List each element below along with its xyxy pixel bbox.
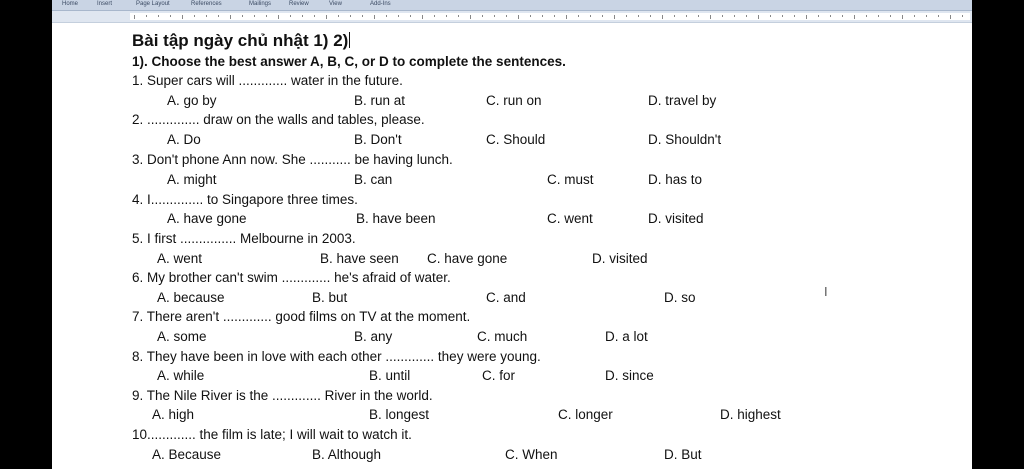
ruler-tick — [542, 15, 543, 17]
ruler-tick — [266, 15, 267, 17]
ruler-tick — [602, 15, 603, 17]
q8-option-c: C. for — [482, 368, 516, 383]
q6-option-c: C. and — [486, 290, 526, 305]
ruler-tick — [206, 15, 207, 17]
ruler-tick — [158, 15, 159, 17]
ruler-tick — [770, 15, 771, 17]
tab-insert[interactable]: Insert — [97, 1, 113, 7]
ruler-tick — [290, 15, 291, 17]
ruler-tick — [674, 15, 675, 17]
q6-option-a: A. because — [157, 290, 225, 305]
ruler-tick — [830, 15, 831, 17]
ruler-tick — [554, 15, 555, 17]
ruler-tick — [494, 15, 495, 17]
ruler-tick — [938, 15, 939, 17]
question-5: 5. I first ............... Melbourne in 2003. — [132, 231, 356, 246]
ruler-tick — [254, 15, 255, 17]
ruler-tick — [506, 15, 507, 17]
q9-option-c: C. longer — [558, 407, 613, 422]
ruler-tick — [710, 15, 711, 19]
ruler-tick — [566, 15, 567, 19]
ruler-tick — [614, 15, 615, 19]
ruler-tick — [350, 15, 351, 17]
question-4: 4. I.............. to Singapore three times. — [132, 192, 358, 207]
q5-option-a: A. went — [157, 251, 203, 266]
ruler-tick — [890, 15, 891, 17]
q10-option-a: A. Because — [152, 447, 222, 462]
ruler-tick — [854, 15, 855, 19]
q4-option-c: C. went — [547, 211, 593, 226]
q9-option-b: B. longest — [369, 407, 430, 422]
q10-option-c: C. When — [505, 447, 558, 462]
ruler-tick — [146, 15, 147, 17]
q1-option-d: D. travel by — [648, 93, 717, 108]
ruler-tick — [734, 15, 735, 17]
ruler-tick — [422, 15, 423, 19]
q2-option-c: C. Should — [486, 132, 546, 147]
tab-references[interactable]: References — [191, 1, 222, 7]
ruler-tick — [962, 15, 963, 17]
q3-option-d: D. has to — [648, 172, 703, 187]
ruler-tick — [914, 15, 915, 17]
ruler-tick — [758, 15, 759, 19]
ruler-tick — [326, 15, 327, 19]
ruler-tick — [746, 15, 747, 17]
q4-option-d: D. visited — [648, 211, 704, 226]
ruler-tick — [578, 15, 579, 17]
ruler-tick — [410, 15, 411, 17]
ruler-tick — [722, 15, 723, 17]
question-7: 7. There aren't ............. good films on TV at the moment. — [132, 309, 471, 324]
tab-view[interactable]: View — [329, 1, 342, 7]
q5-option-c: C. have gone — [427, 251, 508, 266]
ruler-tick — [662, 15, 663, 19]
ruler-tick — [842, 15, 843, 17]
q2-option-a: A. Do — [167, 132, 201, 147]
tab-home[interactable]: Home — [62, 1, 79, 7]
ruler-tick — [482, 15, 483, 17]
q5-option-d: D. visited — [592, 251, 648, 266]
q9-option-a: A. high — [152, 407, 195, 422]
ruler-tick — [278, 15, 279, 19]
page-title-text: Bài tập ngày chủ nhật 1) 2) — [132, 31, 349, 50]
q4-option-b: B. have been — [356, 211, 436, 226]
ruler-tick — [170, 15, 171, 17]
q6-option-b: B. but — [312, 290, 348, 305]
document-window — [52, 0, 972, 469]
q7-option-a: A. some — [157, 329, 207, 344]
ruler-tick — [446, 15, 447, 17]
ruler-track — [130, 13, 970, 20]
q3-option-c: C. must — [547, 172, 594, 187]
q9-option-d: D. highest — [720, 407, 781, 422]
q5-option-b: B. have seen — [320, 251, 399, 266]
ruler-tick — [314, 15, 315, 17]
document-page[interactable] — [52, 22, 972, 469]
ibeam-cursor-icon: I — [824, 284, 828, 299]
ruler-tick — [230, 15, 231, 19]
ruler-tick — [902, 15, 903, 19]
q1-option-c: C. run on — [486, 93, 542, 108]
q7-option-d: D. a lot — [605, 329, 648, 344]
ruler-tick — [302, 15, 303, 17]
ruler-tick — [818, 15, 819, 17]
ruler-tick — [950, 15, 951, 19]
ruler-tick — [134, 15, 135, 19]
q3-option-a: A. might — [167, 172, 217, 187]
ruler-tick — [434, 15, 435, 17]
ruler-tick — [806, 15, 807, 19]
ruler-tick — [470, 15, 471, 19]
q7-option-c: C. much — [477, 329, 528, 344]
ruler-tick — [398, 15, 399, 17]
text-cursor — [349, 32, 350, 48]
q7-option-b: B. any — [354, 329, 393, 344]
tab-mailings[interactable]: Mailings — [249, 1, 272, 7]
tab-add-ins[interactable]: Add-Ins — [370, 1, 391, 7]
tab-page-layout[interactable]: Page Layout — [136, 1, 170, 7]
q1-option-a: A. go by — [167, 93, 217, 108]
question-9: 9. The Nile River is the ............. River in the world. — [132, 388, 433, 403]
q6-option-d: D. so — [664, 290, 696, 305]
ruler-tick — [458, 15, 459, 17]
q10-option-b: B. Although — [312, 447, 382, 462]
ruler-tick — [242, 15, 243, 17]
ruler-tick — [626, 15, 627, 17]
ribbon-tabs — [52, 0, 972, 11]
ruler-tick — [650, 15, 651, 17]
question-3: 3. Don't phone Ann now. She ........... be having lunch. — [132, 152, 453, 167]
ruler-tick — [218, 15, 219, 17]
ruler-tick — [866, 15, 867, 17]
tab-review[interactable]: Review — [289, 1, 309, 7]
ruler-tick — [374, 15, 375, 19]
ruler-tick — [782, 15, 783, 17]
q4-option-a: A. have gone — [167, 211, 247, 226]
q3-option-b: B. can — [354, 172, 393, 187]
question-2: 2. .............. draw on the walls and tables, please. — [132, 112, 425, 127]
q8-option-a: A. while — [157, 368, 205, 383]
ruler-tick — [182, 15, 183, 19]
ruler-tick — [518, 15, 519, 19]
ruler-tick — [638, 15, 639, 17]
q1-option-b: B. run at — [354, 93, 406, 108]
q2-option-b: B. Don't — [354, 132, 402, 147]
ruler-tick — [590, 15, 591, 17]
ruler-tick — [686, 15, 687, 17]
q2-option-d: D. Shouldn't — [648, 132, 722, 147]
ruler-tick — [530, 15, 531, 17]
ruler-tick — [362, 15, 363, 17]
ruler-tick — [386, 15, 387, 17]
ruler-tick — [878, 15, 879, 17]
question-6: 6. My brother can't swim ............. he's afraid of water. — [132, 270, 451, 285]
question-10: 10............. the film is late; I will wait to watch it. — [132, 427, 412, 442]
ruler-tick — [926, 15, 927, 17]
instruction: 1). Choose the best answer A, B, C, or D to complete the sentences. — [132, 54, 566, 69]
ruler-tick — [698, 15, 699, 17]
q8-option-b: B. until — [369, 368, 411, 383]
question-8: 8. They have been in love with each other ............. they were young. — [132, 349, 541, 364]
question-1: 1. Super cars will ............. water in the future. — [132, 73, 403, 88]
ruler-tick — [338, 15, 339, 17]
q8-option-d: D. since — [605, 368, 654, 383]
page-title — [132, 32, 350, 49]
ruler-tick — [194, 15, 195, 17]
ruler-tick — [794, 15, 795, 17]
q10-option-d: D. But — [664, 447, 702, 462]
